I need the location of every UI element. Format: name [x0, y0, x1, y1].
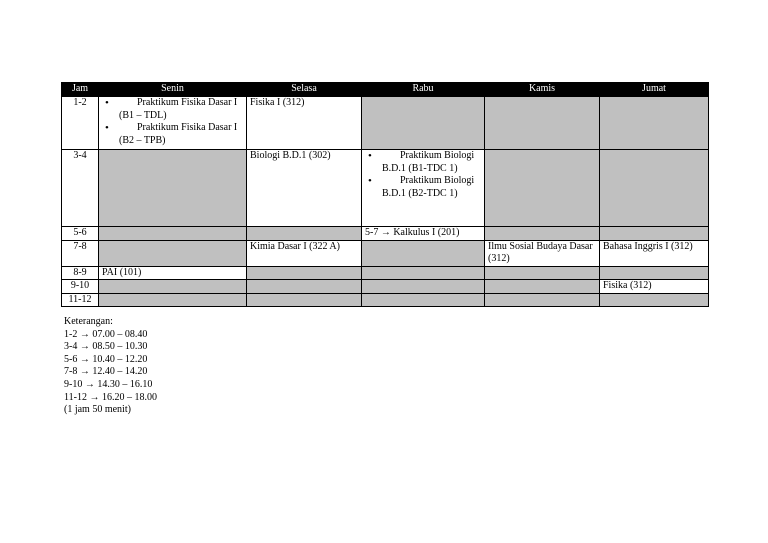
- jam-cell: 11-12: [62, 293, 99, 307]
- header-senin: Senin: [99, 83, 247, 97]
- selasa-cell-empty: [247, 227, 362, 241]
- senin-cell-empty: [99, 227, 247, 241]
- jumat-cell: Fisika (312): [600, 280, 709, 294]
- senin-cell-empty: [99, 293, 247, 307]
- notes-line: 7-8 → 12.40 – 14.20: [64, 366, 148, 378]
- kamis-cell-empty: [485, 293, 600, 307]
- header-jam: Jam: [62, 83, 99, 97]
- table-row: [62, 293, 709, 307]
- kamis-cell-empty: [485, 266, 600, 280]
- selasa-cell: Fisika I (312): [247, 97, 362, 150]
- senin-cell-empty: [99, 280, 247, 294]
- rabu-cell-empty: [362, 240, 485, 266]
- jam-cell: 3-4: [62, 150, 99, 227]
- class-list: [102, 97, 243, 147]
- senin-cell-empty: [99, 240, 247, 266]
- table-row: [62, 266, 709, 280]
- header-kamis: Kamis: [485, 83, 600, 97]
- selasa-cell-empty: [247, 280, 362, 294]
- table-row: [62, 240, 709, 266]
- rabu-cell-empty: [362, 280, 485, 294]
- table-row: [62, 150, 709, 227]
- list-item: • Praktikum Fisika Dasar I (B2 – TPB): [102, 122, 243, 147]
- header-selasa: Selasa: [247, 83, 362, 97]
- jumat-cell: Bahasa Inggris I (312): [600, 240, 709, 266]
- selasa-cell-empty: [247, 293, 362, 307]
- senin-cell-empty: [99, 150, 247, 227]
- selasa-cell-empty: [247, 266, 362, 280]
- kamis-cell-empty: [485, 227, 600, 241]
- selasa-cell: Biologi B.D.1 (302): [247, 150, 362, 227]
- header-jumat: Jumat: [600, 83, 709, 97]
- kamis-cell: Ilmu Sosial Budaya Dasar (312): [485, 240, 600, 266]
- header-rabu: Rabu: [362, 83, 485, 97]
- table-row: [62, 97, 709, 150]
- rabu-cell-empty: [362, 97, 485, 150]
- rabu-cell-empty: [362, 266, 485, 280]
- jam-cell: 8-9: [62, 266, 99, 280]
- rabu-cell-empty: [362, 293, 485, 307]
- kamis-cell-empty: [485, 97, 600, 150]
- senin-cell: [99, 97, 247, 150]
- jumat-cell-empty: [600, 97, 709, 150]
- list-item: • Praktikum Fisika Dasar I (B1 – TDL): [102, 97, 243, 122]
- jumat-cell-empty: [600, 293, 709, 307]
- rabu-cell: 5-7 → Kalkulus I (201): [362, 227, 485, 241]
- jam-cell: 5-6: [62, 227, 99, 241]
- jam-cell: 9-10: [62, 280, 99, 294]
- notes-line: 3-4 → 08.50 – 10.30: [64, 341, 148, 353]
- selasa-cell: Kimia Dasar I (322 A): [247, 240, 362, 266]
- jam-cell: 1-2: [62, 97, 99, 150]
- notes-line: (1 jam 50 menit): [64, 404, 131, 416]
- table-row: [62, 227, 709, 241]
- header-row: [62, 83, 709, 97]
- notes-title: Keterangan:: [64, 316, 113, 327]
- notes-line: 5-6 → 10.40 – 12.20: [64, 353, 148, 365]
- rabu-cell: [362, 150, 485, 227]
- notes-line: 11-12 → 16.20 – 18.00: [64, 391, 157, 403]
- class-list: [365, 150, 481, 200]
- jumat-cell-empty: [600, 266, 709, 280]
- list-item: • Praktikum Biologi B.D.1 (B2-TDC 1): [365, 175, 481, 200]
- senin-cell: PAI (101): [99, 266, 247, 280]
- table-row: [62, 280, 709, 294]
- kamis-cell-empty: [485, 280, 600, 294]
- notes-line: 9-10 → 14.30 – 16.10: [64, 378, 153, 390]
- jam-cell: 7-8: [62, 240, 99, 266]
- kamis-cell-empty: [485, 150, 600, 227]
- jumat-cell-empty: [600, 227, 709, 241]
- jumat-cell-empty: [600, 150, 709, 227]
- schedule-table: [61, 82, 709, 307]
- list-item: • Praktikum Biologi B.D.1 (B1-TDC 1): [365, 150, 481, 175]
- notes-line: 1-2 → 07.00 – 08.40: [64, 328, 148, 340]
- notes-section: [64, 316, 157, 417]
